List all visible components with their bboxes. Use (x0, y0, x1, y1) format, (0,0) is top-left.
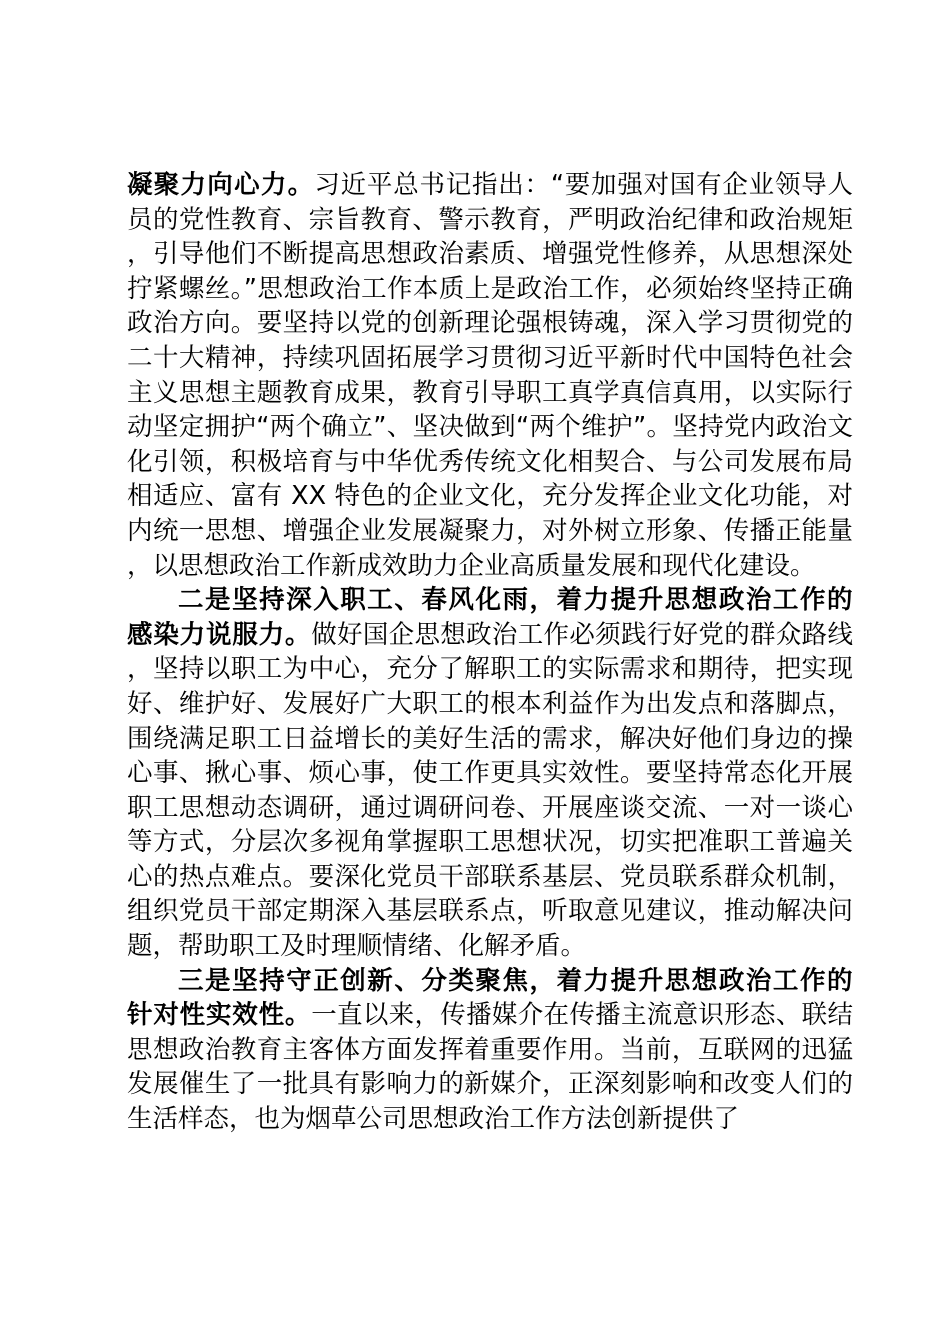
paragraph-2-body: 做好国企思想政治工作必须践行好党的群众路线，坚持以职工为中心，充分了解职工的实际需求和期待，把实现好、维护好、发展好广大职工的根本利益作为出发点和落脚点，围绕满足职工日益增长的美好生活的需求，解决好他们身边的操心事、揪心事、烦心事，使工作更具实效性。要坚持常态化开展职工思想动态调研，通过调研问卷、开展座谈交流、一对一谈心等方式，分层次多视角掌握职工思想状况，切实把准职工普遍关心的热点难点。要深化党员干部联系基层、党员联系群众机制，组织党员干部定期深入基层联系点，听取意见建议，推动解决问题，帮助职工及时理顺情绪、化解矛盾。 (127, 619, 853, 962)
paragraph-1-body: 习近平总书记指出：“要加强对国有企业领导人员的党性教育、宗旨教育、警示教育，严明政治纪律和政治规矩，引导他们不断提高思想政治素质、增强党性修养，从思想深处拧紧螺丝。”思想政治工作本质上是政治工作，必须始终坚持正确政治方向。要坚持以党的创新理论强根铸魂，深入学习贯彻党的二十大精神，持续巩固拓展学习贯彻习近平新时代中国特色社会主义思想主题教育成果，教育引导职工真学真信真用，以实际行动坚定拥护“两个确立”、坚决做到“两个维护”。坚持党内政治文化引领，积极培育与中华优秀传统文化相契合、与公司发展布局相适应、富有 XX 特色的企业文化，充分发挥企业文化功能，对内统一思想、增强企业发展凝聚力，对外树立形象、传播正能量，以思想政治工作新成效助力企业高质量发展和现代化建设。 (127, 170, 853, 581)
paragraph-1-lead: 凝聚力向心力。 (127, 170, 315, 200)
paragraph-2-lead: 二是坚持深入职工、春风化雨，着力提升思想政治工作的感染力说服力。 (127, 585, 853, 650)
paragraph-2 (127, 583, 853, 964)
paragraph-3-body: 一直以来，传播媒介在传播主流意识形态、联结思想政治教育主客体方面发挥着重要作用。当前，互联网的迅猛发展催生了一批具有影响力的新媒介，正深刻影响和改变人们的生活样态，也为烟草公司思想政治工作方法创新提供了 (127, 1000, 853, 1135)
paragraph-3-lead: 三是坚持守正创新、分类聚焦，着力提升思想政治工作的针对性实效性。 (127, 965, 853, 1031)
paragraph-1 (127, 168, 853, 583)
paragraph-3 (127, 964, 853, 1137)
document-body (127, 168, 853, 1137)
